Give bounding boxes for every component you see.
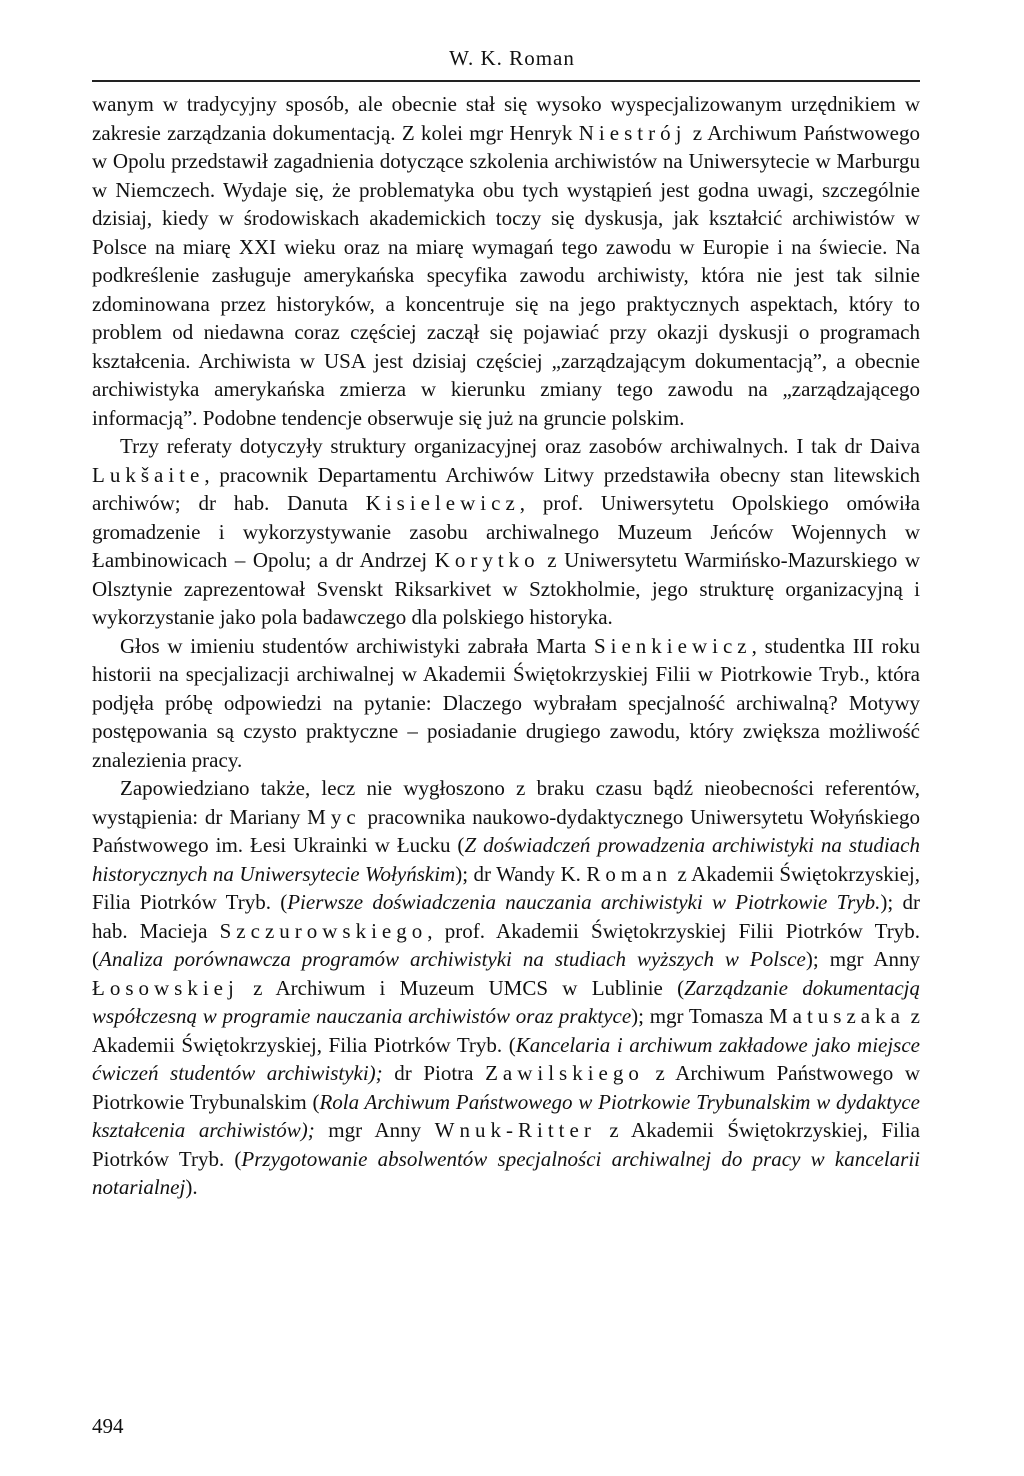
text-run: z Uniwersytetu Warmińsko-Mazurskiego w Olsztynie zaprezentował Svenskt Riksarkivet w Sztokholmie, jego strukturę organizacyjną i wykorzystanie jako pola badawczego dla polskiego historyka. — [92, 548, 921, 629]
paragraph-4 — [92, 774, 920, 1202]
text-run: pracownika naukowo-dydaktycznego Uniwersytetu Wołyńskiego Państwowego im. Łesi Ukrainki w Łucku ( — [92, 804, 920, 857]
text-run: , prof. Uniwersytetu Opolskiego omówiła gromadzenie i wykorzystywanie zasobu archiwalnego Muzeum Jeńców Wojennych w Łambinowicach – Opolu; a dr Andrzej — [92, 491, 920, 572]
person-name: Łosowskiej — [92, 975, 239, 1000]
person-name: Korytko — [434, 548, 540, 572]
paper-title: Kancelaria i archiwum zakładowe jako miejsce ćwiczeń studentów archiwistyki); — [92, 1032, 920, 1085]
person-name: Kisielewicz — [365, 491, 520, 515]
paragraph-1 — [92, 90, 920, 432]
text-run: z Archiwum i Muzeum UMCS w Lublinie ( — [238, 975, 685, 1000]
paragraph-2 — [92, 432, 920, 632]
paragraph-3 — [92, 632, 920, 775]
text-run: ); dr hab. Macieja — [92, 890, 920, 943]
paper-title: Pierwsze doświadczenia nauczania archiwistyki w Piotrkowie Tryb. — [287, 890, 881, 914]
text-run: ); mgr Tomasza — [631, 1004, 769, 1028]
person-name: Niestrój — [578, 120, 687, 145]
text-run: ); mgr Anny — [805, 947, 920, 971]
paper-title: Analiza porównawcza programów archiwistyki na studiach wyższych w Polsce — [99, 947, 806, 971]
person-name: Szczurowskiego — [219, 918, 428, 943]
text-run: wanym w tradycyjny sposób, ale obecnie stał się wysoko wyspecjalizowanym urzędnikiem w zakresie zarządzania dokumentacją. Z kolei mgr Henryk — [92, 92, 920, 145]
text-run: z Akademii Świętokrzyskiej, Filia Piotrków Tryb. ( — [92, 1118, 920, 1171]
person-name: Wnuk-Ritter — [434, 1118, 596, 1142]
text-run: z Archiwum Państwowego w Opolu przedstawił zagadnienia dotyczące szkolenia archiwistów na Uniwersytecie w Marburgu w Niemczech. Wydaje się, że problematyka obu tych wystąpień jest godna uwagi, szczególnie dzisiaj, kiedy w środowiskach akademickich toczy się dyskusja, jak kształcić archiwistów w Polsce na miarę XXI wieku oraz na miarę wymagań tego zawodu w Europie i na świecie. Na podkreślenie zasługuje amerykańska specyfika zawodu archiwisty, która nie jest tak silnie zdominowana przez historyków, a koncentruje się na jego praktycznych aspektach, który to problem od niedawna coraz częściej zaczął się pojawiać przy okazji dyskusji o programach kształcenia. Archiwista w USA jest dzisiaj częściej „zarządzającym dokumentacją”, a obecnie archiwistyka amerykańska zmierza w kierunku zmiany tego zawodu na „zarządzającego informacją”. Podobne tendencje obserwuje się już na gruncie polskim. — [92, 120, 920, 430]
text-run: Głos w imieniu studentów archiwistyki zabrała Marta — [120, 633, 594, 658]
person-name: Sienkiewicz — [593, 633, 752, 658]
paper-title: Z doświadczeń prowadzenia archiwistyki na studiach historycznych na Uniwersytecie Wołyńskim — [92, 833, 920, 886]
paper-title: Przygotowanie absolwentów specjalności archiwalnej do pracy w kancelarii notarialnej — [92, 1146, 921, 1199]
person-name: Lukšaite — [92, 462, 205, 487]
page-number: 494 — [92, 1414, 124, 1438]
text-run: Zapowiedziano także, lecz nie wygłoszono z braku czasu bądź nieobecności referentów, wystąpienia: dr Mariany — [92, 776, 920, 829]
person-name: Myc — [307, 804, 361, 829]
text-run: mgr Anny — [314, 1118, 435, 1142]
paper-title: Rola Archiwum Państwowego w Piotrkowie Trybunalskim w dydaktyce kształcenia archiwistów); — [92, 1089, 920, 1142]
text-run: z Archiwum Państwowego w Piotrkowie Trybunalskim ( — [92, 1061, 920, 1114]
header-rule — [92, 80, 920, 82]
text-run: Trzy referaty dotyczyły struktury organizacyjnej oraz zasobów archiwalnych. I tak dr Daiva — [120, 434, 920, 458]
person-name: Zawilskiego — [485, 1061, 644, 1085]
text-run: , pracownik Departamentu Archiwów Litwy przedstawiła obecny stan litewskich archiwów; dr hab. Danuta — [92, 462, 920, 515]
person-name: Roman — [586, 861, 673, 886]
paper-title: Zarządzanie dokumentacją współczesną w programie nauczania archiwistów oraz praktyce — [92, 975, 920, 1028]
body-text — [92, 90, 920, 1202]
text-run: ). — [185, 1175, 198, 1199]
person-name: Matuszaka — [768, 1004, 905, 1028]
text-run: z Akademii Świętokrzyskiej, Filia Piotrków Tryb. ( — [92, 1004, 920, 1057]
text-run: , prof. Akademii Świętokrzyskiej Filii Piotrków Tryb. ( — [92, 918, 920, 971]
text-run: dr Piotra — [382, 1061, 486, 1085]
text-run: ); dr Wandy K. — [455, 861, 587, 886]
text-run: , studentka III roku historii na specjalizacji archiwalnej w Akademii Świętokrzyskiej Filii w Piotrkowie Tryb., która podjęła próbę odpowiedzi na pytanie: Dlaczego wybrałam specjalność archiwalną? Motywy postępowania są czysto praktyczne – posiadanie drugiego zawodu, który zwiększa możliwość znalezienia pracy. — [92, 633, 920, 772]
running-head: W. K. Roman — [449, 46, 575, 70]
text-run: z Akademii Świętokrzyskiej, Filia Piotrków Tryb. ( — [92, 861, 920, 914]
